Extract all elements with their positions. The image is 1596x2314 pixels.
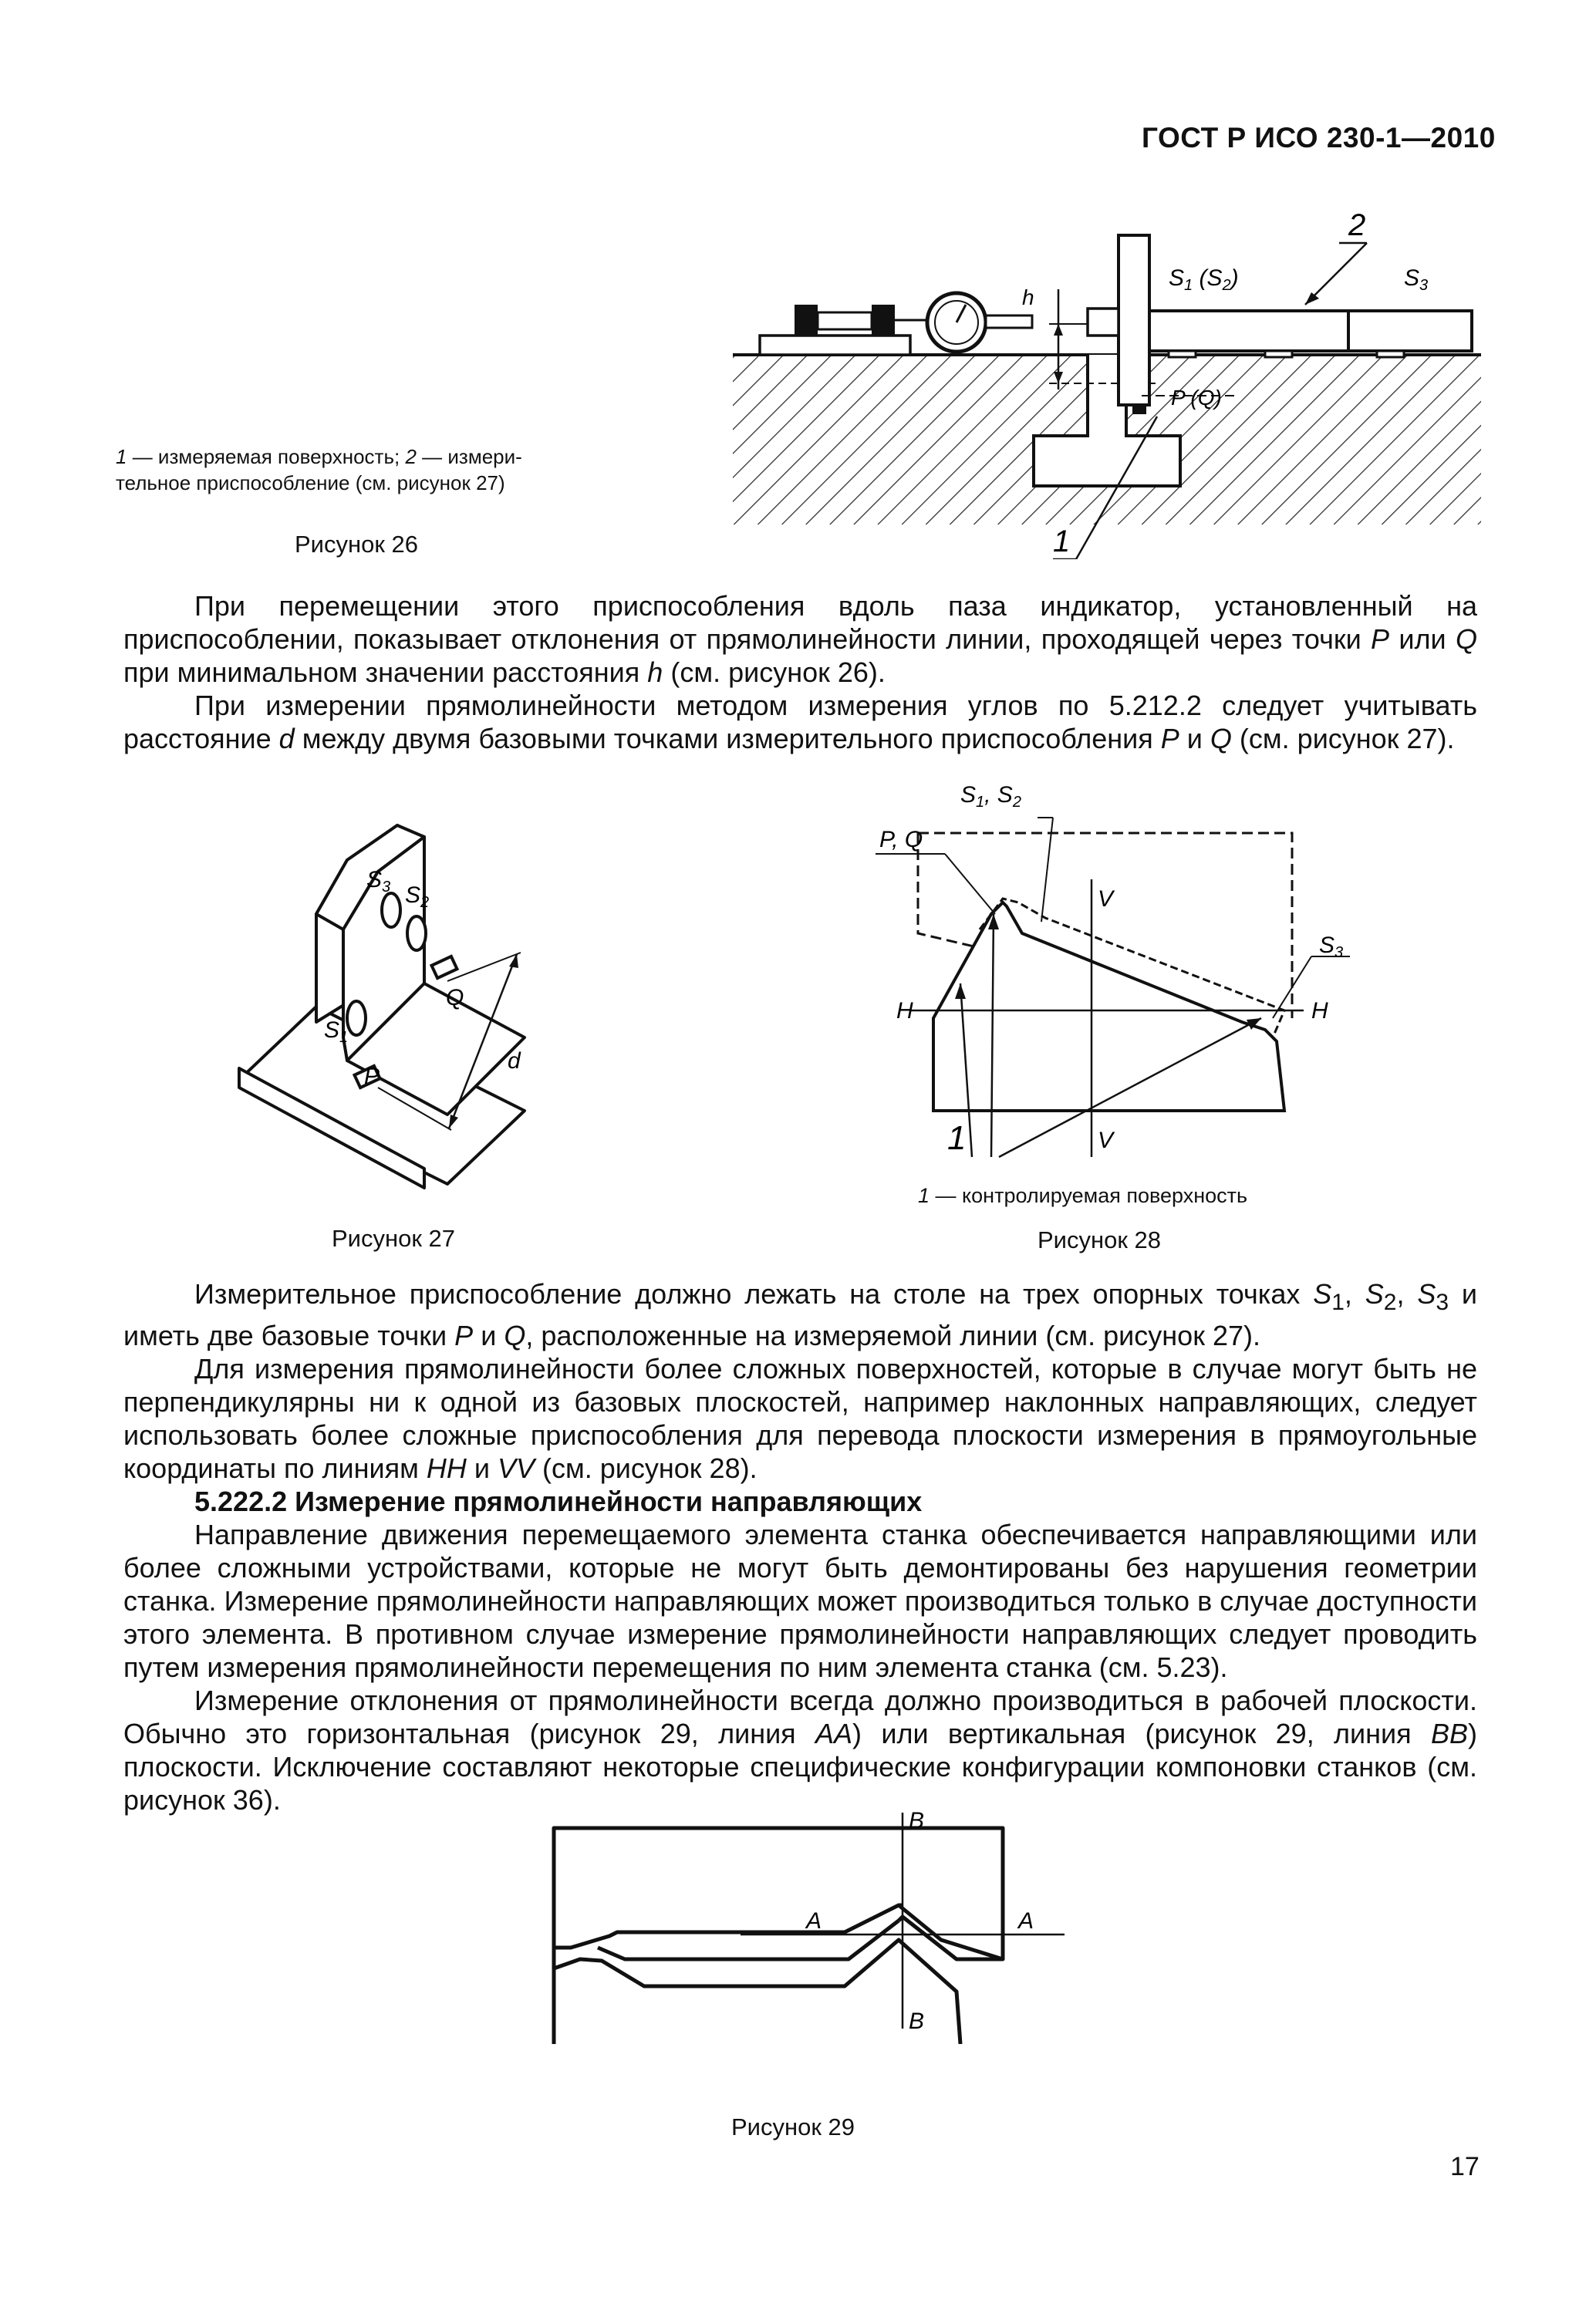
- svg-text:V: V: [1098, 1128, 1114, 1153]
- fixture-bar: [1149, 311, 1348, 351]
- figure-26-legend: 1 — измеряемая поверхность; 2 — измери- тельное приспособление (см. рисунок 27): [116, 445, 522, 494]
- svg-text:P, Q: P, Q: [879, 827, 923, 852]
- svg-text:V: V: [1098, 886, 1114, 912]
- paragraph-3: Измерительное приспособление должно лежать на столе на трех опорных точках $S_1$, $S_2$, $S_3$ и иметь две базовые точки P и Q, расположенные на измеряемой линии (см. рисунок 27).: [123, 1278, 1477, 1352]
- svg-text:1: 1: [947, 1119, 967, 1157]
- figure-28-drawing: [856, 779, 1396, 1180]
- svg-text:A: A: [1018, 1908, 1034, 1934]
- figure-28-legend: 1 — контролируемая поверхность: [918, 1184, 1248, 1207]
- paragraph-1: При перемещении этого приспособления вдоль паза индикатор, установленный на приспособлении, показывает отклонения от прямолинейности линии, проходящей через точки P или Q при минимальном значении расстояния h (см. рисунок 26).: [123, 590, 1477, 688]
- label-1: 1: [1053, 525, 1071, 558]
- paragraph-2: При измерении прямолинейности методом измерения углов по 5.212.2 следует учитывать расстояние d между двумя базовыми точками измерительного приспособления P и Q (см. рисунок 27).: [123, 690, 1477, 754]
- svg-text:B: B: [909, 2009, 925, 2034]
- svg-text:H: H: [896, 998, 913, 1024]
- label-2: 2: [1348, 208, 1366, 242]
- svg-text:A: A: [806, 1908, 822, 1934]
- figure-29-caption: Рисунок 29: [731, 2113, 855, 2140]
- svg-text:P: P: [364, 1064, 380, 1089]
- label-pq: P (Q): [1171, 386, 1222, 410]
- label-s1-s2: $S_1$ $(S_2)$: [1169, 265, 1239, 294]
- svg-text:B: B: [909, 1808, 925, 1833]
- paragraph-6: Измерение отклонения от прямолинейности всегда должно производиться в рабочей плоскости. Обычно это горизонтальная (рисунок 29, линия AA) или вертикальная (рисунок 29, линия BB) плоскости. Исключение составляют некоторые специфические конфигурации компоновки станков (см. рисунок 36).: [123, 1685, 1477, 1816]
- svg-text:d: d: [508, 1048, 521, 1074]
- section-heading: 5.222.2 Измерение прямолинейности направляющих: [194, 1486, 923, 1518]
- figure-28-caption: Рисунок 28: [1038, 1226, 1162, 1253]
- support-s3: [382, 893, 400, 927]
- figure-26-caption: Рисунок 26: [295, 531, 419, 558]
- svg-text:Q: Q: [446, 985, 464, 1010]
- label-s3: $S_3$: [1404, 265, 1429, 294]
- left-plate: [760, 336, 910, 355]
- support-s2: [407, 916, 426, 950]
- paragraph-block-2: [123, 1277, 1477, 1816]
- paragraph-block-1: [123, 589, 1477, 755]
- figure-29-drawing: [540, 1805, 1065, 2044]
- svg-text:S3: $S_3$: [366, 867, 391, 896]
- figure-26-drawing: [725, 197, 1489, 559]
- svg-text:S2: $S_2$: [405, 882, 430, 911]
- support-s1: [347, 1001, 366, 1035]
- document-header: ГОСТ Р ИСО 230-1—2010: [1142, 122, 1496, 153]
- clamp-block: [795, 305, 818, 336]
- svg-text:h: h: [1022, 285, 1034, 309]
- svg-text:S3: $S_3$: [1319, 933, 1344, 961]
- figure-27-drawing: [231, 806, 586, 1199]
- svg-text:S1, S2: $S_1$, $S_2$: [960, 782, 1021, 811]
- paragraph-4: Для измерения прямолинейности более сложных поверхностей, которые в случае могут быть не перпендикулярны ни к одной из базовых плоскостей, например наклонных направляющих, следует использовать более сложные приспособления для перевода плоскости измерения в прямоугольные координаты по линиям HH и VV (см. рисунок 28).: [123, 1353, 1477, 1485]
- svg-text:S1: $S_1$: [324, 1017, 349, 1046]
- svg-text:H: H: [1311, 998, 1328, 1024]
- inclined-surface-body: [933, 902, 1284, 1111]
- fixture-post: [1119, 235, 1149, 405]
- page-number: 17: [1450, 2152, 1480, 2181]
- paragraph-5: Направление движения перемещаемого элемента станка обеспечивается направляющими или более сложными устройствами, которые не могут быть демонтированы без нарушения геометрии станка. Измерение прямолинейности направляющих может производиться только в случае доступности этого элемента. В противном случае измерение прямолинейности направляющих следует проводить путем измерения прямолинейности перемещения по ним элемента станка (см. 5.23).: [123, 1519, 1477, 1684]
- figure-27-caption: Рисунок 27: [332, 1225, 456, 1252]
